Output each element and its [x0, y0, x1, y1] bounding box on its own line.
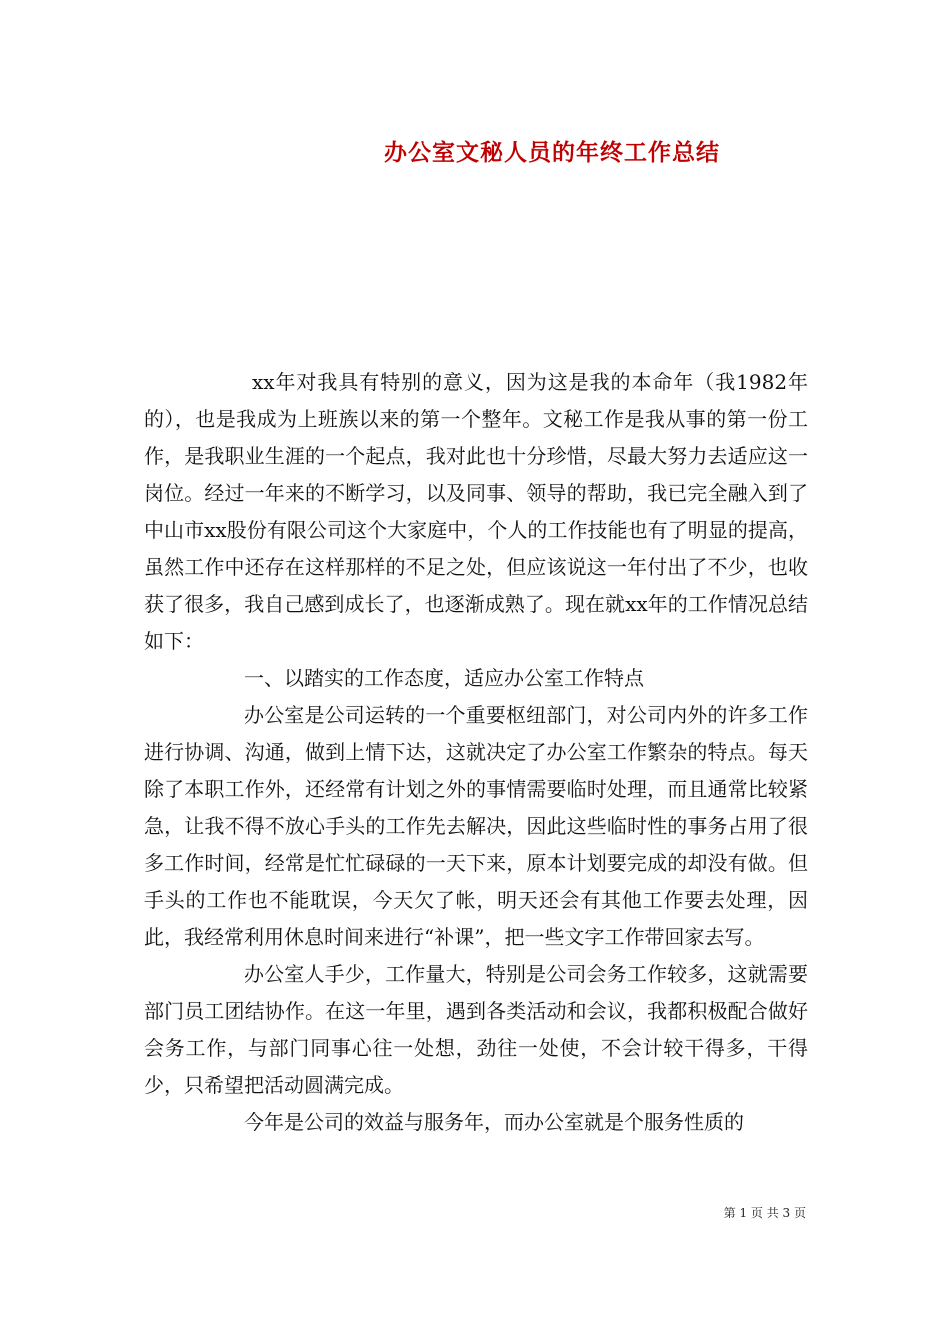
- paragraph-teamwork: 办公室人手少，工作量大，特别是公司会务工作较多，这就需要部门员工团结协作。在这一年里，遇到各类活动和会议，我都积极配合做好会务工作，与部门同事心往一处想，劲往一处使，不会计较干得多，干得少，只希望把活动圆满完成。: [144, 962, 808, 1097]
- section-heading-1: 一、以踏实的工作态度，适应办公室工作特点: [244, 666, 644, 690]
- page-footer: 第 1 页 共 3 页: [723, 1206, 806, 1220]
- document-title: 办公室文秘人员的年终工作总结: [384, 139, 720, 166]
- paragraph-office-hub: 办公室是公司运转的一个重要枢纽部门，对公司内外的许多工作进行协调、沟通，做到上情下达，这就决定了办公室工作繁杂的特点。每天除了本职工作外，还经常有计划之外的事情需要临时处理，而且通常比较紧急，让我不得不放心手头的工作先去解决，因此这些临时性的事务占用了很多工作时间，经常是忙忙碌碌的一天下来，原本计划要完成的却没有做。但手头的工作也不能耽误，今天欠了帐，明天还会有其他工作要去处理，因此，我经常利用休息时间来进行“补课”，把一些文字工作带回家去写。: [144, 703, 808, 949]
- paragraph-service-year: 今年是公司的效益与服务年，而办公室就是个服务性质的: [244, 1110, 744, 1134]
- paragraph-intro: xx年对我具有特别的意义，因为这是我的本命年（我1982年的），也是我成为上班族以来的第一个整年。文秘工作是我从事的第一份工作，是我职业生涯的一个起点，我对此也十分珍惜，尽最大努力去适应这一岗位。经过一年来的不断学习，以及同事、领导的帮助，我已完全融入到了中山市xx股份有限公司这个大家庭中，个人的工作技能也有了明显的提高，虽然工作中还存在这样那样的不足之处，但应该说这一年付出了不少，也收获了很多，我自己感到成长了，也逐渐成熟了。现在就xx年的工作情况总结如下：: [144, 370, 808, 653]
- document-body: [144, 364, 808, 1141]
